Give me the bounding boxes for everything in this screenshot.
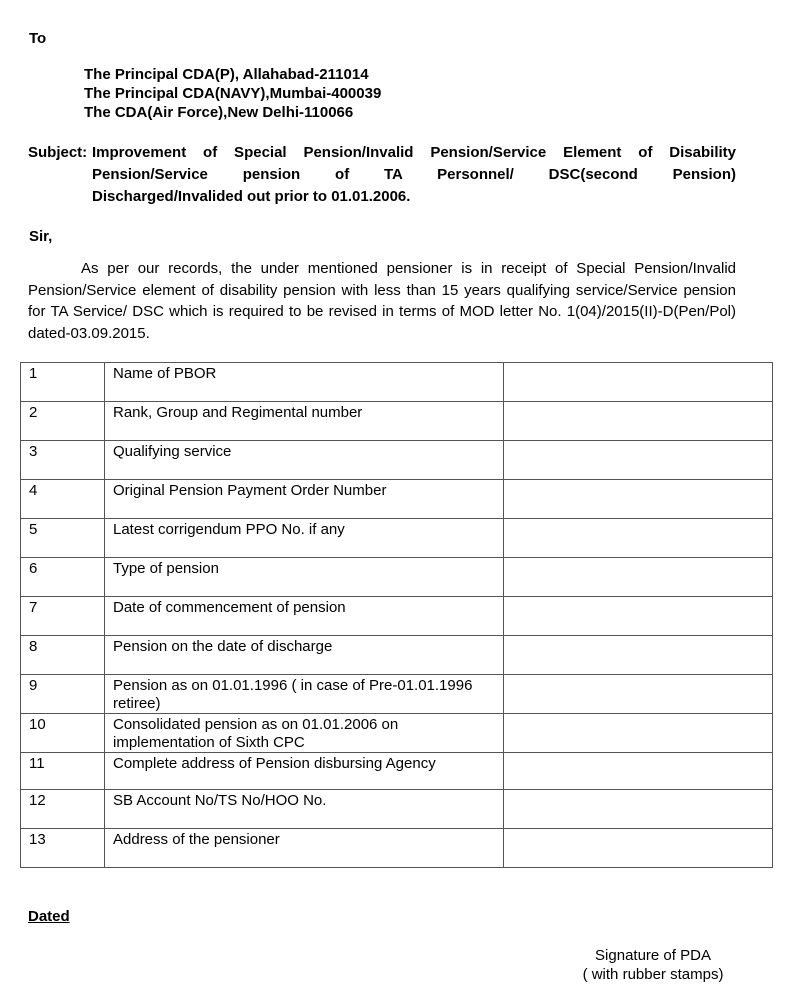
row-value-field[interactable] [504, 790, 773, 829]
row-label: Date of commencement of pension [105, 597, 504, 636]
table-row [21, 636, 773, 675]
row-label: Latest corrigendum PPO No. if any [105, 519, 504, 558]
row-number: 11 [21, 753, 105, 790]
row-value-field[interactable] [504, 675, 773, 714]
table-row [21, 675, 773, 714]
row-label: Consolidated pension as on 01.01.2006 on implementation of Sixth CPC [105, 714, 504, 753]
row-label: Rank, Group and Regimental number [105, 402, 504, 441]
table-row [21, 829, 773, 868]
table-row [21, 597, 773, 636]
row-value-field[interactable] [504, 597, 773, 636]
row-value-field[interactable] [504, 714, 773, 753]
row-value-field[interactable] [504, 480, 773, 519]
table-row [21, 441, 773, 480]
body-text: As per our records, the under mentioned pensioner is in receipt of Special Pension/Invalid Pension/Service element of disability pension with less than 15 years qualifying service/Service pension for TA Service/ DSC which is required to be revised in terms of MOD letter No. 1(04)/2015(II)-D(Pen/Pol) dated-03.09.2015. [28, 260, 736, 342]
row-value-field[interactable] [504, 363, 773, 402]
pensioner-details-table [20, 362, 773, 868]
subject-line: Pension/Service pension of TA Personnel/ DSC(second Pension) [92, 166, 736, 183]
table-row [21, 480, 773, 519]
greeting: Sir, [29, 228, 53, 245]
table-row [21, 714, 773, 753]
signature-line: ( with rubber stamps) [582, 966, 724, 983]
row-number: 1 [21, 363, 105, 402]
row-label: Qualifying service [105, 441, 504, 480]
row-number: 3 [21, 441, 105, 480]
row-number: 13 [21, 829, 105, 868]
row-value-field[interactable] [504, 558, 773, 597]
row-value-field[interactable] [504, 636, 773, 675]
row-label: Pension as on 01.01.1996 ( in case of Pre-01.01.1996 retiree) [105, 675, 504, 714]
row-number: 8 [21, 636, 105, 675]
row-value-field[interactable] [504, 441, 773, 480]
row-number: 12 [21, 790, 105, 829]
row-value-field[interactable] [504, 829, 773, 868]
row-number: 10 [21, 714, 105, 753]
addressee-line: The Principal CDA(P), Allahabad-211014 [84, 66, 369, 83]
row-label: Original Pension Payment Order Number [105, 480, 504, 519]
row-label: Type of pension [105, 558, 504, 597]
addressee-line: The Principal CDA(NAVY),Mumbai-400039 [84, 85, 382, 102]
row-label: Pension on the date of discharge [105, 636, 504, 675]
row-number: 9 [21, 675, 105, 714]
table-row [21, 519, 773, 558]
addressee-line: The CDA(Air Force),New Delhi-110066 [84, 104, 354, 121]
signature-block [568, 946, 738, 984]
row-value-field[interactable] [504, 519, 773, 558]
subject-line: Improvement of Special Pension/Invalid Pension/Service Element of Disability [92, 144, 736, 161]
subject-block [28, 142, 736, 208]
row-label: Address of the pensioner [105, 829, 504, 868]
row-number: 2 [21, 402, 105, 441]
table-row [21, 558, 773, 597]
row-number: 4 [21, 480, 105, 519]
row-number: 7 [21, 597, 105, 636]
row-label: Complete address of Pension disbursing Agency [105, 753, 504, 790]
table-row [21, 402, 773, 441]
row-value-field[interactable] [504, 753, 773, 790]
table-row [21, 753, 773, 790]
row-number: 6 [21, 558, 105, 597]
addressee-block [84, 65, 381, 122]
dated-label: Dated [28, 908, 70, 925]
table-row [21, 363, 773, 402]
row-label: Name of PBOR [105, 363, 504, 402]
body-paragraph [28, 258, 736, 344]
signature-line: Signature of PDA [595, 947, 711, 964]
row-label: SB Account No/TS No/HOO No. [105, 790, 504, 829]
to-label: To [29, 30, 47, 47]
subject-label: Subject: [28, 144, 88, 161]
row-value-field[interactable] [504, 402, 773, 441]
row-number: 5 [21, 519, 105, 558]
table-row [21, 790, 773, 829]
subject-line: Discharged/Invalided out prior to 01.01.2006. [92, 188, 411, 205]
